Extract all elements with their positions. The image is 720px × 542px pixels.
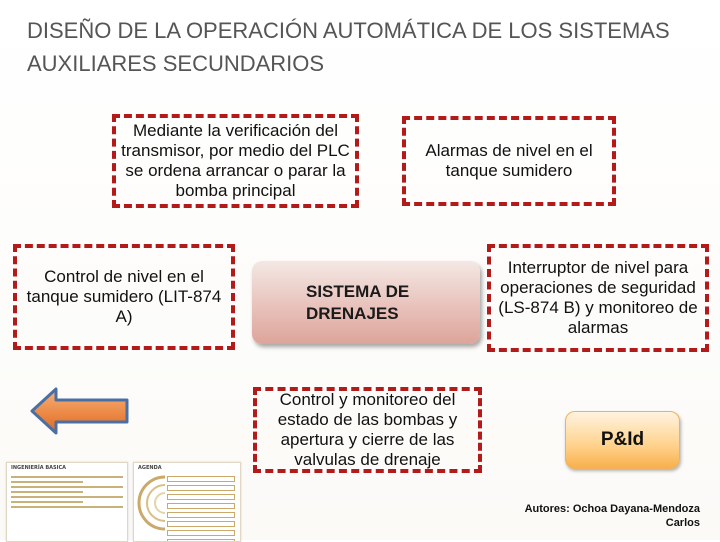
thumbnail-line bbox=[11, 486, 123, 488]
center-node-sistema-drenajes bbox=[252, 261, 480, 344]
agenda-item bbox=[167, 494, 235, 500]
box-control-nivel bbox=[13, 244, 235, 350]
page-title: DISEÑO DE LA OPERACIÓN AUTOMÁTICA DE LOS SISTEMAS AUXILIARES SECUNDARIOS bbox=[27, 18, 670, 76]
thumbnail-ingenieria-basica bbox=[6, 462, 128, 542]
pid-button[interactable]: P&Id bbox=[565, 411, 680, 469]
agenda-arc-icon bbox=[137, 473, 167, 533]
agenda-item bbox=[167, 530, 235, 536]
thumbnail-line bbox=[11, 506, 123, 508]
agenda-item bbox=[167, 503, 235, 509]
agenda-item bbox=[167, 485, 235, 491]
thumbnail-line bbox=[11, 501, 83, 503]
box-control-bombas-text: Control y monitoreo del estado de las bombas y apertura y cierre de las valvulas de drenaje bbox=[277, 390, 458, 469]
thumbnail-line bbox=[11, 491, 83, 493]
authors-line-1: Autores: Ochoa Dayana-Mendoza bbox=[524, 503, 700, 515]
thumbnail-agenda-heading: AGENDA bbox=[138, 465, 162, 471]
agenda-item bbox=[167, 512, 235, 518]
thumbnail-ingenieria-heading: INGENIERÍA BASICA bbox=[11, 465, 67, 471]
agenda-item bbox=[167, 521, 235, 527]
thumbnail-agenda bbox=[133, 462, 241, 542]
agenda-list bbox=[167, 473, 237, 542]
box-interruptor bbox=[487, 244, 709, 352]
box-verificacion bbox=[112, 114, 359, 208]
authors-credit bbox=[525, 502, 700, 530]
box-verificacion-text: Mediante la verificación del transmisor, por medio del PLC se ordena arrancar o parar la bomba principal bbox=[121, 121, 350, 200]
left-arrow-icon bbox=[30, 386, 130, 436]
box-control-bombas bbox=[253, 387, 482, 473]
box-control-nivel-text: Control de nivel en el tanque sumidero (LIT-874 A) bbox=[26, 267, 222, 326]
box-alarmas-text: Alarmas de nivel en el tanque sumidero bbox=[425, 141, 593, 180]
agenda-item bbox=[167, 476, 235, 482]
box-interruptor-text: Interruptor de nivel para operaciones de seguridad (LS-874 B) y monitoreo de alarmas bbox=[498, 258, 698, 337]
thumbnail-line bbox=[11, 481, 83, 483]
center-node-label: SISTEMA DE DRENAJES bbox=[306, 281, 410, 323]
box-alarmas bbox=[402, 116, 616, 206]
thumbnail-line bbox=[11, 496, 123, 498]
back-button[interactable] bbox=[30, 386, 130, 436]
authors-line-2: Carlos bbox=[665, 517, 700, 529]
thumbnail-line bbox=[11, 476, 123, 478]
